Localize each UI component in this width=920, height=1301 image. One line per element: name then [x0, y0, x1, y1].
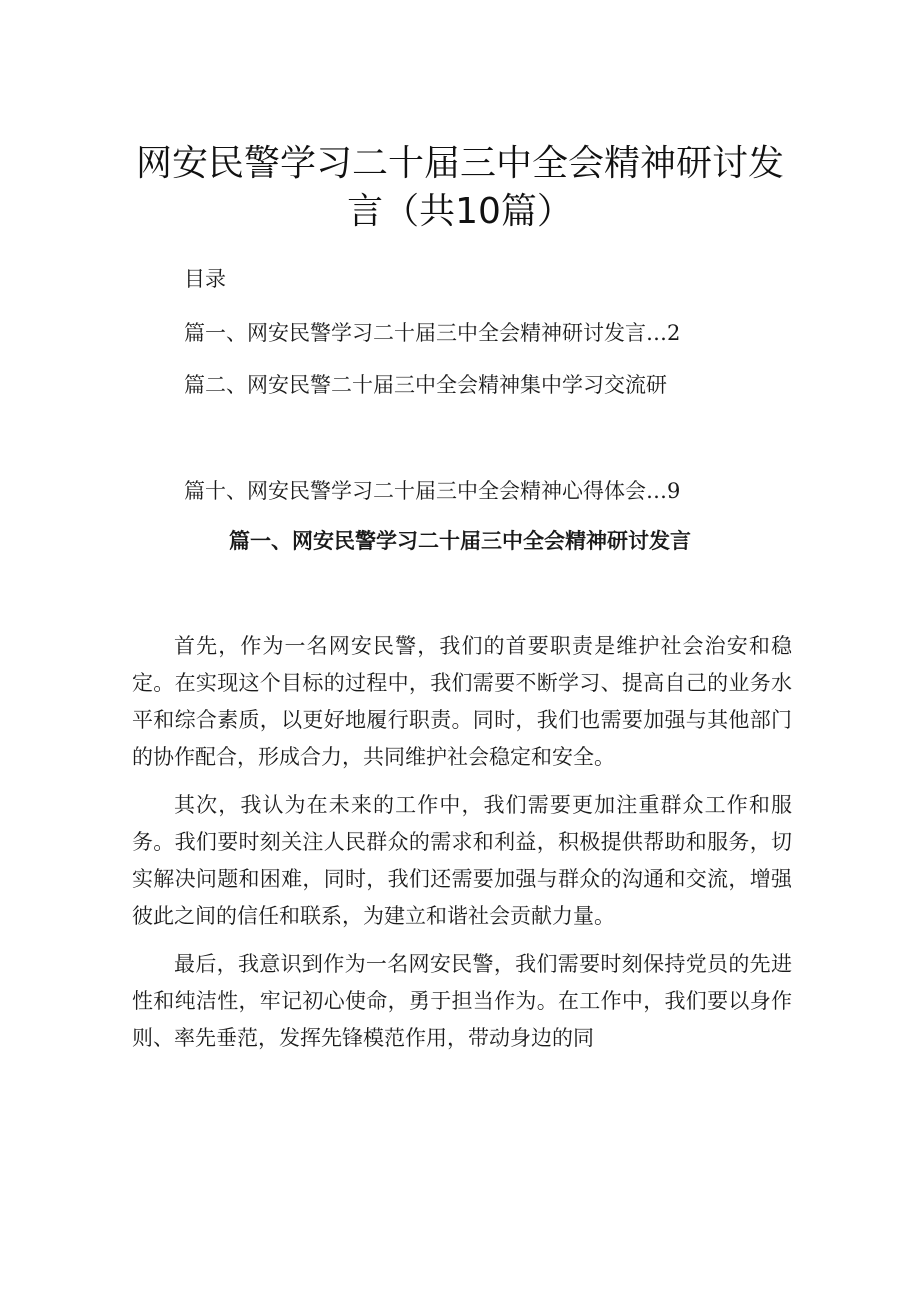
toc-item[interactable]: 篇二、网安民警二十届三中全会精神集中学习交流研 — [184, 373, 667, 397]
section-title: 篇一、网安民警学习二十届三中全会精神研讨发言 — [229, 529, 691, 553]
document-title-line-1: 网安民警学习二十届三中全会精神研讨发 — [135, 143, 784, 184]
document-title — [120, 140, 800, 236]
document-title-line-2: 言（共10篇） — [347, 191, 573, 232]
body-paragraph: 最后，我意识到作为一名网安民警，我们需要时刻保持党员的先进性和纯洁性，牢记初心使命，勇于担当作为。在工作中，我们要以身作则、率先垂范，发挥先锋模范作用，带动身边的同 — [132, 952, 792, 1050]
toc-item[interactable]: 篇十、网安民警学习二十届三中全会精神心得体会…9 — [184, 479, 681, 503]
toc-heading: 目录 — [184, 267, 226, 291]
body-paragraph: 首先，作为一名网安民警，我们的首要职责是维护社会治安和稳定。在实现这个目标的过程中，我们需要不断学习、提高自己的业务水平和综合素质，以更好地履行职责。同时，我们也需要加强与其他部门的协作配合，形成合力，共同维护社会稳定和安全。 — [132, 634, 792, 769]
body-paragraph: 其次，我认为在未来的工作中，我们需要更加注重群众工作和服务。我们要时刻关注人民群众的需求和利益，积极提供帮助和服务，切实解决问题和困难，同时，我们还需要加强与群众的沟通和交流，增强彼此之间的信任和联系，为建立和谐社会贡献力量。 — [132, 793, 792, 928]
toc-item[interactable]: 篇一、网安民警学习二十届三中全会精神研讨发言…2 — [184, 321, 681, 345]
body-text — [132, 628, 792, 1068]
